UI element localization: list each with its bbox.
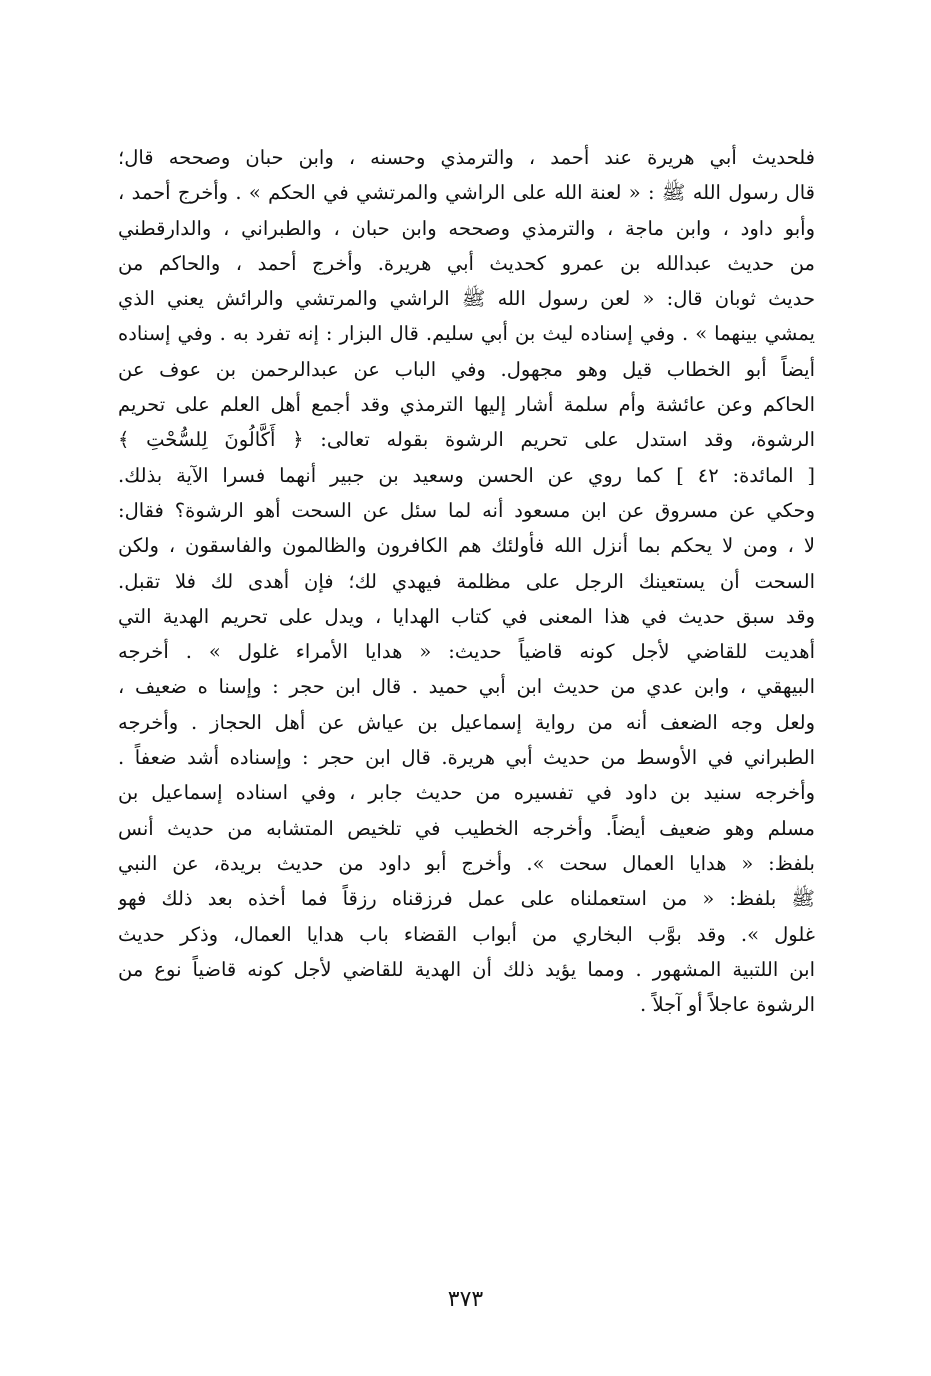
text-line: الرشوة عاجلاً أو آجلاً . [640,993,815,1017]
text-line: وأبو داود ، وابن ماجة ، والترمذي وصححه وابن حبان ، والطبراني ، والدارقطني [118,216,815,240]
text-line: ﷺ بلفظ: « من استعملناه على عمل فرزقناه رزقاً فما أخذه بعد ذلك فهو [118,887,815,911]
text-line: فلحديث أبي هريرة عند أحمد ، والترمذي وحسنه ، وابن حبان وصححه قال؛ [118,146,815,169]
text-line: لا ، ومن لا يحكم بما أنزل الله فأولئك هم الكافرون والظالمون والفاسقون ، ولكن [118,534,815,558]
text-line: السحت أن يستعينك الرجل على مظلمة فيهدي لك؛ فإن أهدى لك فلا تقبل. [118,569,815,593]
text-line: ولعل وجه الضعف أنه من رواية إسماعيل بن عياش عن أهل الحجاز . وأخرجه [118,710,815,734]
text-line: [ المائدة: ٤٢ ] كما روي عن الحسن وسعيد بن جبير أنهما فسرا الآية بذلك. [118,463,815,487]
text-line: بلفظ: « هدايا العمال سحت ». وأخرج أبو داود من حديث بريدة، عن النبي [118,851,815,875]
text-line: غلول ». وقد بوَّب البخاري من أبواب القضاء باب هدايا العمال، وذكر حديث [118,922,815,946]
text-line: يمشي بينهما » . وفي إسناده ليث بن أبي سليم. قال البزار : إنه تفرد به . وفي إسناده [118,322,815,346]
text-line: مسلم وهو ضعيف أيضاً. وأخرجه الخطيب في تلخيص المتشابه من حديث أنس [118,816,815,840]
text-line: الحاكم وعن عائشة وأم سلمة أشار إليها الترمذي وقد أجمع أهل العلم على تحريم [118,393,815,417]
text-line: الطبراني في الأوسط من حديث أبي هريرة. قال ابن حجر : وإسناده أشد ضعفاً . [118,746,815,770]
text-line: أيضاً أبو الخطاب قيل وهو مجهول. وفي الباب عن عبدالرحمن بن عوف عن [118,357,815,381]
text-line: حديث ثوبان قال: « لعن رسول الله ﷺ الراشي والمرتشي والرائش يعني الذي [118,287,815,311]
body-text [118,140,815,1022]
text-line: الرشوة، وقد استدل على تحريم الرشوة بقوله تعالى: ﴿ أَكَّالُونَ لِلسُّحْتِ ﴾ [118,428,815,452]
text-line: البيهقي ، وابن عدي من حديث ابن أبي حميد . قال ابن حجر : وإسنا ه ضعيف ، [118,675,815,699]
text-line: من حديث عبدالله بن عمرو كحديث أبي هريرة. وأخرج أحمد ، والحاكم من [118,251,815,275]
page-number: ٣٧٣ [447,1287,484,1312]
text-line: قال رسول الله ﷺ : « لعنة الله على الراشي والمرتشي في الحكم » . وأخرج أحمد ، [118,181,815,205]
text-line: وحكي عن مسروق عن ابن مسعود أنه لما سئل عن السحت أهو الرشوة؟ فقال: [118,498,815,522]
text-line: وقد سبق حديث في هذا المعنى في كتاب الهدايا ، ويدل على تحريم الهدية التي [118,604,815,628]
text-line: أهديت للقاضي لأجل كونه قاضياً حديث: « هدايا الأمراء غلول » . أخرجه [118,640,815,664]
text-line: ابن اللتبية المشهور . ومما يؤيد ذلك أن الهدية للقاضي لأجل كونه قاضياً نوع من [118,957,815,981]
text-line: وأخرجه سنيد بن داود في تفسيره من حديث جابر ، وفي اسناده إسماعيل بن [118,781,815,805]
